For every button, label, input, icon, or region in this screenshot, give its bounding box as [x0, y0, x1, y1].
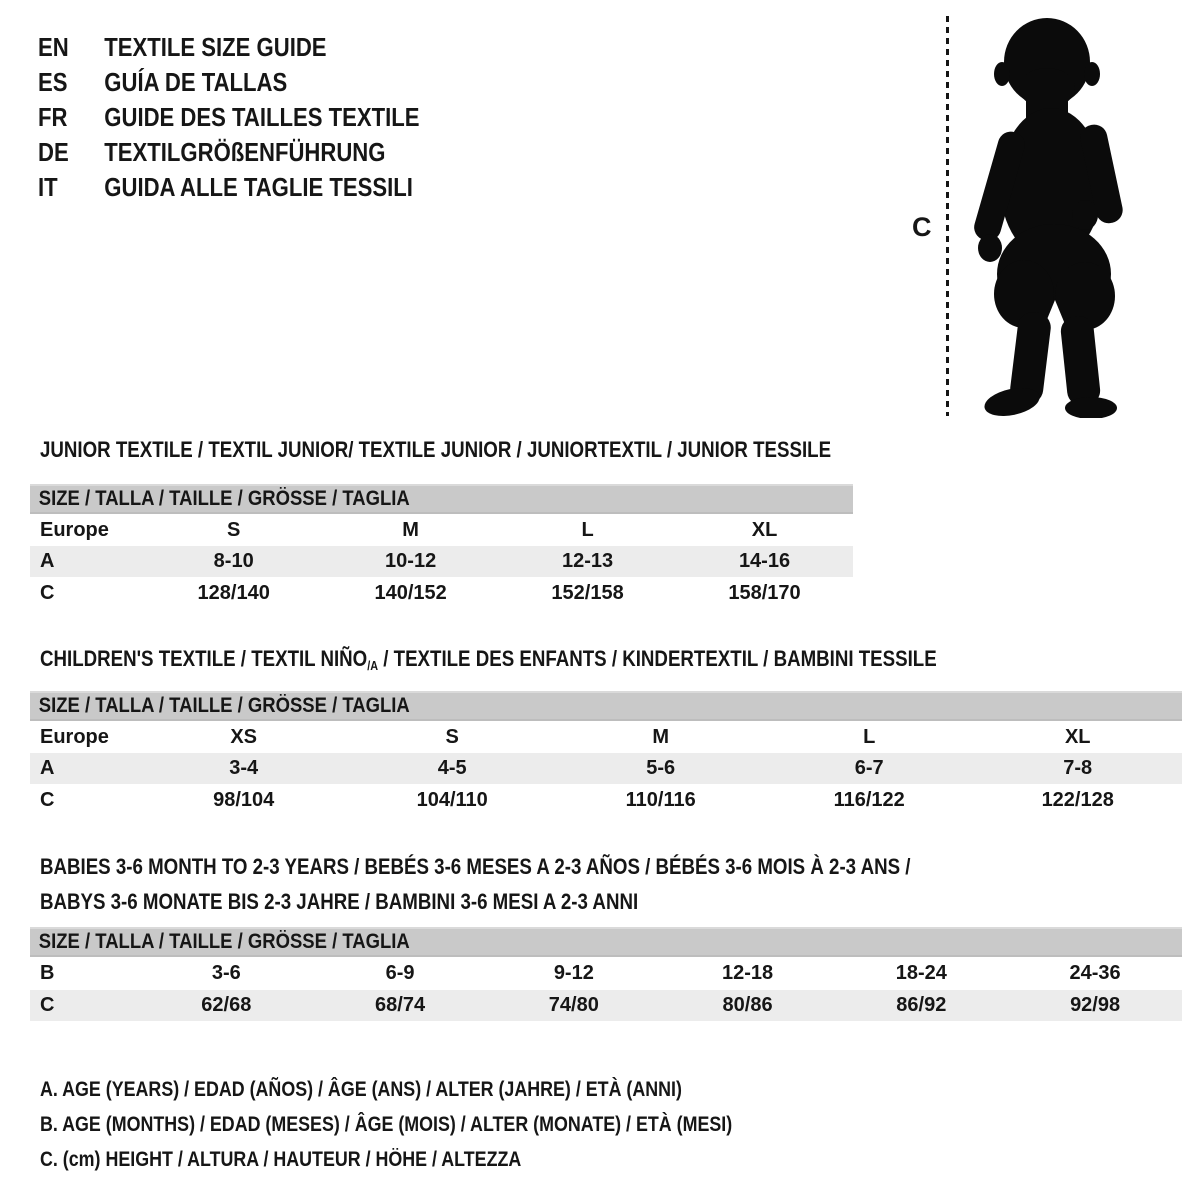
- value-cell: 10-12: [322, 546, 499, 577]
- value-cell: 9-12: [553, 962, 594, 984]
- row-label-cell: C: [40, 788, 55, 811]
- junior-size-table: [30, 484, 853, 609]
- value-cell: 74/80: [487, 990, 661, 1021]
- row-label-cell: C: [40, 581, 55, 604]
- language-label: GUÍA DE TALLAS: [104, 67, 288, 97]
- value-cell: 104/110: [416, 788, 488, 811]
- legend-line-c: C. (cm) HEIGHT / ALTURA / HAUTEUR / HÖHE / ALTEZZA: [40, 1148, 522, 1171]
- language-code: DE: [38, 137, 69, 167]
- value-cell: XL: [751, 518, 778, 541]
- language-label: TEXTILGRÖßENFÜHRUNG: [104, 137, 386, 167]
- row-label-cell: A: [30, 546, 145, 577]
- value-cell: 18-24: [895, 962, 947, 984]
- language-row-fr: [38, 100, 419, 135]
- table-row-a: [30, 546, 853, 577]
- junior-title-text: JUNIOR TEXTILE / TEXTIL JUNIOR/ TEXTILE JUNIOR / JUNIORTEXTIL / JUNIOR TESSILE: [40, 437, 832, 462]
- table-row-europe: [30, 721, 1182, 753]
- value-cell: 110/116: [625, 788, 696, 811]
- language-code: EN: [38, 32, 69, 62]
- value-cell: 68/74: [313, 990, 487, 1021]
- children-title-post: / TEXTILE DES ENFANTS / KINDERTEXTIL / BAMBINI TESSILE: [378, 646, 937, 671]
- children-title-text: [40, 641, 937, 679]
- value-cell: S: [227, 518, 241, 541]
- value-cell: XL: [1064, 725, 1091, 748]
- language-label: GUIDA ALLE TAGLIE TESSILI: [104, 172, 413, 202]
- table-row-c: [30, 990, 1182, 1021]
- size-header-text: SIZE / TALLA / TAILLE / GRÖSSE / TAGLIA: [38, 930, 410, 953]
- value-cell: S: [445, 725, 459, 748]
- children-size-table: [30, 691, 1182, 816]
- children-title-pre: CHILDREN'S TEXTILE / TEXTIL NIÑO: [40, 646, 368, 671]
- value-cell: 24-36: [1069, 962, 1121, 984]
- value-cell: 128/140: [197, 581, 270, 604]
- language-label: TEXTILE SIZE GUIDE: [104, 32, 327, 62]
- legend-line-b: B. AGE (MONTHS) / EDAD (MESES) / ÂGE (MOIS) / ALTER (MONATE) / ETÀ (MESI): [40, 1113, 733, 1136]
- language-code: IT: [38, 172, 58, 202]
- language-code: FR: [38, 102, 68, 132]
- value-cell: 158/170: [728, 581, 801, 604]
- toddler-silhouette-icon: [958, 12, 1140, 418]
- row-label-cell: A: [30, 753, 139, 784]
- value-cell: 4-5: [348, 753, 557, 784]
- table-row-a: [30, 753, 1182, 784]
- value-cell: 152/158: [551, 581, 624, 604]
- table-row-c: [30, 577, 853, 609]
- value-cell: XS: [230, 725, 258, 748]
- babies-title-line2: BABYS 3-6 MONATE BIS 2-3 JAHRE / BAMBINI 3-6 MESI A 2-3 ANNI: [40, 889, 639, 914]
- value-cell: M: [652, 725, 670, 748]
- row-label-cell: Europe: [40, 518, 109, 541]
- children-section-title: [40, 641, 1095, 679]
- value-cell: 86/92: [834, 990, 1008, 1021]
- language-row-es: [38, 65, 419, 100]
- language-code: ES: [38, 67, 68, 97]
- table-row-c: [30, 784, 1182, 816]
- size-header-band: [30, 927, 1182, 957]
- value-cell: 7-8: [973, 753, 1182, 784]
- size-header-band: [30, 691, 1182, 721]
- value-cell: L: [581, 518, 594, 541]
- value-cell: 3-4: [139, 753, 348, 784]
- language-list: [38, 30, 487, 205]
- value-cell: 6-7: [765, 753, 974, 784]
- junior-section-title: [40, 432, 971, 467]
- value-cell: 12-18: [722, 962, 774, 984]
- language-row-en: [38, 30, 419, 65]
- row-label-cell: Europe: [40, 725, 109, 748]
- table-row-europe: [30, 514, 853, 546]
- babies-size-table: [30, 927, 1182, 1021]
- value-cell: 122/128: [1041, 788, 1114, 811]
- value-cell: M: [402, 518, 419, 541]
- value-cell: 6-9: [385, 962, 415, 984]
- size-header-band: [30, 484, 853, 514]
- value-cell: 80/86: [661, 990, 835, 1021]
- value-cell: 12-13: [499, 546, 676, 577]
- language-row-de: [38, 135, 419, 170]
- value-cell: 98/104: [213, 788, 275, 811]
- legend-line-a: A. AGE (YEARS) / EDAD (AÑOS) / ÂGE (ANS) / ALTER (JAHRE) / ETÀ (ANNI): [40, 1078, 682, 1101]
- value-cell: 3-6: [211, 962, 241, 984]
- height-measure-line: [946, 16, 949, 416]
- value-cell: 8-10: [145, 546, 322, 577]
- value-cell: 140/152: [374, 581, 447, 604]
- value-cell: 116/122: [833, 788, 905, 811]
- table-row-b: [30, 957, 1182, 990]
- babies-section-title: [40, 849, 1064, 919]
- value-cell: 62/68: [139, 990, 313, 1021]
- language-label: GUIDE DES TAILLES TEXTILE: [104, 102, 420, 132]
- language-row-it: [38, 170, 419, 205]
- size-header-text: SIZE / TALLA / TAILLE / GRÖSSE / TAGLIA: [38, 694, 410, 717]
- row-label-cell: C: [30, 990, 139, 1021]
- legend: [40, 1072, 854, 1177]
- value-cell: 92/98: [1008, 990, 1182, 1021]
- height-label: C: [912, 212, 932, 242]
- value-cell: 5-6: [556, 753, 765, 784]
- value-cell: L: [863, 725, 876, 748]
- babies-title-line1: BABIES 3-6 MONTH TO 2-3 YEARS / BEBÉS 3-6 MESES A 2-3 AÑOS / BÉBÉS 3-6 MOIS À 2-3 ANS /: [40, 854, 911, 879]
- children-title-sub: /A: [367, 658, 379, 673]
- row-label-cell: B: [40, 962, 55, 984]
- value-cell: 14-16: [676, 546, 853, 577]
- size-header-text: SIZE / TALLA / TAILLE / GRÖSSE / TAGLIA: [38, 487, 410, 510]
